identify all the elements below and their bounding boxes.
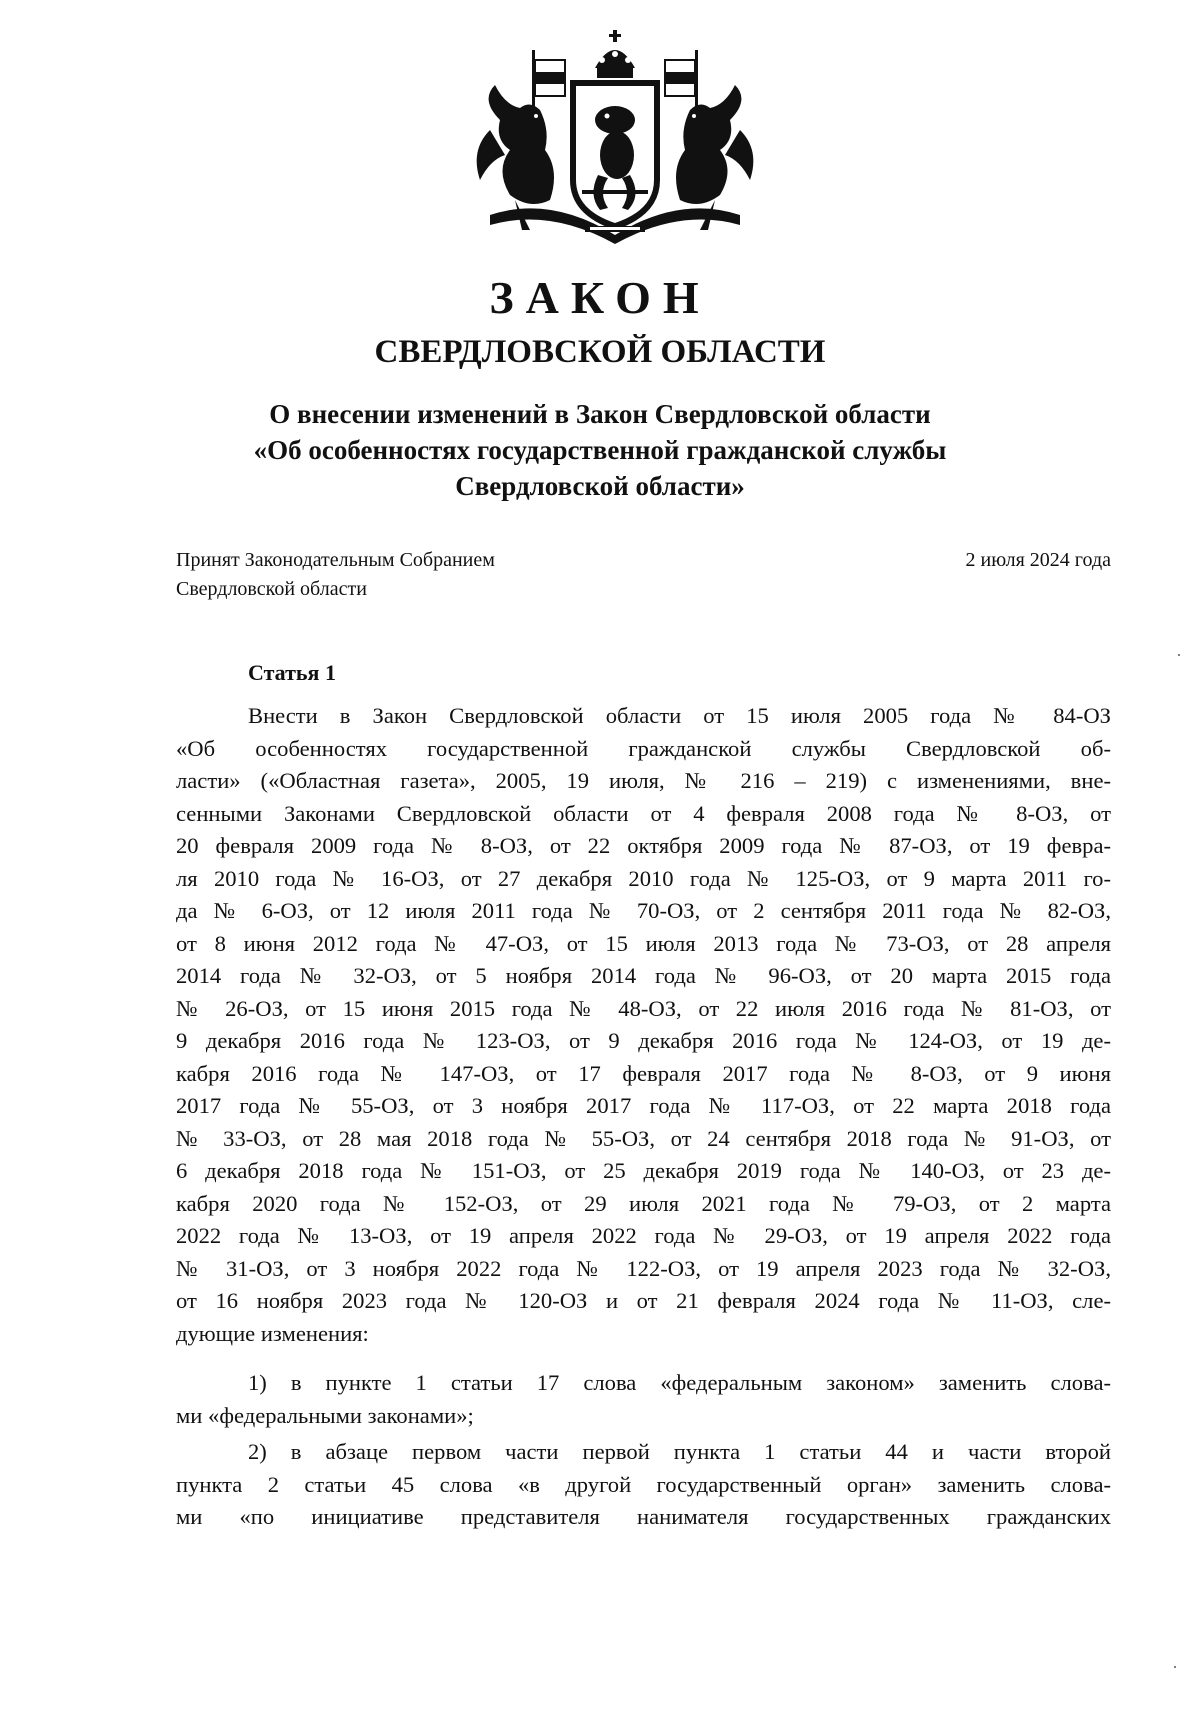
article-heading: Статья 1 bbox=[248, 660, 336, 685]
paragraph-line: № 31-ОЗ, от 3 ноября 2022 года № 122-ОЗ, от 19 апреля 2023 года № 32-ОЗ, bbox=[176, 1255, 1111, 1281]
law-heading-line: О внесении изменений в Закон Свердловской области bbox=[269, 399, 931, 429]
paragraph-line: 6 декабря 2018 года № 151-ОЗ, от 25 декабря 2019 года № 140-ОЗ, от 23 де- bbox=[176, 1158, 1111, 1183]
right-griffin-icon bbox=[676, 85, 753, 204]
paragraph-line: кабря 2020 года № 152-ОЗ, от 29 июля 2021 года № 79-ОЗ, от 2 марта bbox=[176, 1190, 1111, 1216]
paragraph-line: 1) в пункте 1 статьи 17 слова «федеральным законом» заменить слова- bbox=[248, 1370, 1111, 1395]
amendment-item-2 bbox=[176, 1436, 1111, 1534]
paragraph-line: ми «федеральными законами»; bbox=[176, 1402, 474, 1428]
paragraph-line: ми «по инициативе представителя нанимателя государственных гражданских bbox=[176, 1504, 1111, 1529]
paragraph-line: пункта 2 статьи 45 слова «в другой государственный орган» заменить слова- bbox=[176, 1471, 1111, 1497]
crown-icon bbox=[595, 30, 635, 78]
paragraph-line: кабря 2016 года № 147-ОЗ, от 17 февраля 2017 года № 8-ОЗ, от 9 июня bbox=[176, 1060, 1111, 1086]
left-griffin-icon bbox=[477, 85, 554, 204]
scan-speck bbox=[1174, 1666, 1176, 1668]
paragraph-line: 2017 года № 55-ОЗ, от 3 ноября 2017 года № 117-ОЗ, от 22 марта 2018 года bbox=[176, 1093, 1111, 1118]
paragraph-line: от 16 ноября 2023 года № 120-ОЗ и от 21 февраля 2024 года № 11-ОЗ, сле- bbox=[176, 1288, 1111, 1313]
adopted-by-line: Принят Законодательным Собранием bbox=[176, 549, 495, 571]
paragraph-line: № 26-ОЗ, от 15 июня 2015 года № 48-ОЗ, от 22 июля 2016 года № 81-ОЗ, от bbox=[176, 995, 1111, 1021]
paragraph-line: 2014 года № 32-ОЗ, от 5 ноября 2014 года № 96-ОЗ, от 20 марта 2015 года bbox=[176, 963, 1111, 988]
paragraph-line: Внести в Закон Свердловской области от 15 июля 2005 года № 84-ОЗ bbox=[248, 703, 1111, 728]
law-heading-line: Свердловской области» bbox=[455, 471, 745, 501]
paragraph-line: 2022 года № 13-ОЗ, от 19 апреля 2022 года № 29-ОЗ, от 19 апреля 2022 года bbox=[176, 1223, 1111, 1248]
paragraph-line: сенными Законами Свердловской области от 4 февраля 2008 года № 8-ОЗ, от bbox=[176, 800, 1111, 826]
law-heading bbox=[150, 396, 1050, 504]
paragraph-line: «Об особенностях государственной гражданской службы Свердловской об- bbox=[176, 735, 1111, 761]
adopted-by-block bbox=[176, 546, 495, 604]
amendment-item-1 bbox=[176, 1367, 1111, 1432]
law-title: ЗАКОН bbox=[489, 272, 711, 323]
scan-speck bbox=[1178, 654, 1180, 656]
coat-of-arms-emblem bbox=[470, 30, 760, 245]
paragraph-line: 2) в абзаце первом части первой пункта 1 статьи 44 и части второй bbox=[248, 1439, 1111, 1464]
paragraph-line: да № 6-ОЗ, от 12 июля 2011 года № 70-ОЗ, от 2 сентября 2011 года № 82-ОЗ, bbox=[176, 898, 1111, 923]
paragraph-line: от 8 июня 2012 года № 47-ОЗ, от 15 июля 2013 года № 73-ОЗ, от 28 апреля bbox=[176, 930, 1111, 956]
paragraph-line: ля 2010 года № 16-ОЗ, от 27 декабря 2010 года № 125-ОЗ, от 9 марта 2011 го- bbox=[176, 865, 1111, 891]
paragraph-line: дующие изменения: bbox=[176, 1320, 369, 1346]
paragraph-line: № 33-ОЗ, от 28 мая 2018 года № 55-ОЗ, от 24 сентября 2018 года № 91-ОЗ, от bbox=[176, 1125, 1111, 1151]
law-heading-line: «Об особенностях государственной гражданской службы bbox=[253, 435, 947, 465]
article-intro-paragraph bbox=[176, 700, 1111, 1350]
paragraph-line: 9 декабря 2016 года № 123-ОЗ, от 9 декабря 2016 года № 124-ОЗ, от 19 де- bbox=[176, 1028, 1111, 1053]
paragraph-line: 20 февраля 2009 года № 8-ОЗ, от 22 октября 2009 года № 87-ОЗ, от 19 февра- bbox=[176, 833, 1111, 858]
adoption-date: 2 июля 2024 года bbox=[965, 549, 1111, 571]
paragraph-line: ласти» («Областная газета», 2005, 19 июля, № 216 – 219) с изменениями, вне- bbox=[176, 768, 1111, 793]
adopted-by-line: Свердловской области bbox=[176, 578, 367, 600]
law-subtitle: СВЕРДЛОВСКОЙ ОБЛАСТИ bbox=[374, 334, 826, 370]
